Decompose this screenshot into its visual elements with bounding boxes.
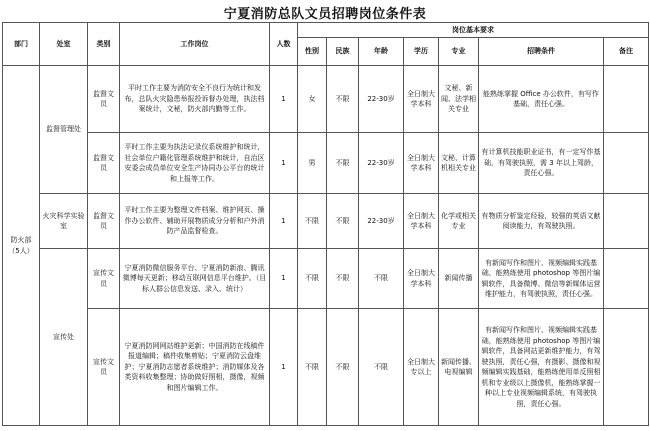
gender-cell: 不限 [298,249,327,309]
major-cell: 文秘、新闻、法学相关专业 [439,66,479,133]
education-cell: 全日制大学本科 [404,133,439,194]
category-cell: 监督文员 [88,133,120,194]
education-cell: 全日制大学本科 [404,249,439,309]
office-cell: 监督管理处 [40,66,88,194]
recruitment-table [2,22,649,426]
header-row [3,23,649,38]
header-count: 人数 [270,23,298,66]
duty-cell: 平时工作主要为整理文件档案、维护网页、操作办公软件、辅助开展物质成分分析和户外消防产品监督检查。 [120,194,270,249]
gender-cell: 不限 [298,194,327,249]
table-row [3,133,649,194]
count-cell: 1 [270,309,298,426]
header-remark: 备注 [604,38,649,66]
header-office: 处室 [40,23,88,66]
header-ethnicity: 民族 [327,38,359,66]
header-education: 学历 [404,38,439,66]
education-cell: 全日制大学本科 [404,66,439,133]
age-cell: 22-30岁 [359,66,404,133]
table-row [3,194,649,249]
duty-cell: 平时工作主要为消防安全不良行为统计和发布，总队火灾隐患举报投诉督办处理，执法档案统计，文秘，防火部内勤等工作。 [120,66,270,133]
remark-cell [604,249,649,309]
category-cell: 监督文员 [88,66,120,133]
ethnicity-cell: 不限 [327,249,359,309]
major-cell: 新闻传播 [439,249,479,309]
table-row [3,249,649,309]
duty-cell: 平时工作主要为执法记录仪系统维护和统计，社会单位户籍化管理系统维护和统计，自治区安委会成员单位安全生产协同办公平台的统计和上报等工作。 [120,133,270,194]
header-dept: 部门 [3,23,40,66]
header-gender: 性别 [298,38,327,66]
conditions-cell: 有物质分析鉴定经验，较强的英语文献阅读能力，有驾驶执照。 [479,194,604,249]
conditions-cell: 有计算机技能职业证书，有一定写作基础，有驾驶执照，需 3 年以上驾龄，责任心强。 [479,133,604,194]
count-cell: 1 [270,194,298,249]
gender-cell: 不限 [298,309,327,426]
table-row [3,66,649,133]
age-cell: 不限 [359,309,404,426]
age-cell: 不限 [359,249,404,309]
major-cell: 化学或相关专业 [439,194,479,249]
remark-cell [604,133,649,194]
gender-cell: 男 [298,133,327,194]
gender-cell: 女 [298,66,327,133]
education-cell: 全日制大专以上 [404,309,439,426]
header-age: 年龄 [359,38,404,66]
ethnicity-cell: 不限 [327,194,359,249]
ethnicity-cell: 不限 [327,309,359,426]
conditions-cell: 有新闻写作和图片、视频编辑实践基础，能熟练使用 photoshop 等图片编辑软件，具备微博、微信等新媒体运营维护能力，有驾驶执照，责任心强。 [479,249,604,309]
count-cell: 1 [270,133,298,194]
category-cell: 监督文员 [88,194,120,249]
header-basic-requirements: 岗位基本要求 [298,23,649,38]
remark-cell [604,309,649,426]
header-category: 类别 [88,23,120,66]
office-cell: 火灾科学实验室 [40,194,88,249]
remark-cell [604,66,649,133]
office-cell: 宣传处 [40,249,88,426]
major-cell: 文秘、计算机相关专业 [439,133,479,194]
ethnicity-cell: 不限 [327,133,359,194]
category-cell: 宣传文员 [88,309,120,426]
conditions-cell: 有新闻写作和图片、视频编辑实践基础，能熟练使用 photoshop 等图片编辑软件，具备网站更新维护能力，有驾驶执照，责任心强，有摄影、摄像和视频编辑实践基础，能熟练使用单反照相机和专业级以上摄像机，能熟练掌握一种以上专业视频编辑系统，有驾驶执照，责任心强。 [479,309,604,426]
header-conditions: 招聘条件 [479,38,604,66]
remark-cell [604,194,649,249]
age-cell: 22-30岁 [359,133,404,194]
conditions-cell: 能熟练掌握 Office 办公软件，有写作基础，责任心强。 [479,66,604,133]
major-cell: 新闻传播、电视编辑 [439,309,479,426]
count-cell: 1 [270,66,298,133]
header-duty: 工作岗位 [120,23,270,66]
department-cell: 防火部（5人） [3,66,40,426]
category-cell: 宣传文员 [88,249,120,309]
duty-cell: 宁夏消防网网站维护更新；中国消防在线稿件报道编辑；稿件收集剪贴；宁夏消防云盘维护；宁夏消防志愿者系统维护；消防媒体及各类资料收集整理；协助做好照相，摄像，视频和图片编辑工作。 [120,309,270,426]
ethnicity-cell: 不限 [327,66,359,133]
header-major: 专业 [439,38,479,66]
education-cell: 全日制大学本科 [404,194,439,249]
count-cell: 1 [270,249,298,309]
page-title: 宁夏消防总队文员招聘岗位条件表 [223,7,427,22]
age-cell: 22-30岁 [359,194,404,249]
table-row [3,309,649,426]
duty-cell: 宁夏消防微信服务平台、宁夏消防新浪、腾讯微博每天更新；移动互联网信息平台维护。（目标人群公信息发送、录入、统计） [120,249,270,309]
